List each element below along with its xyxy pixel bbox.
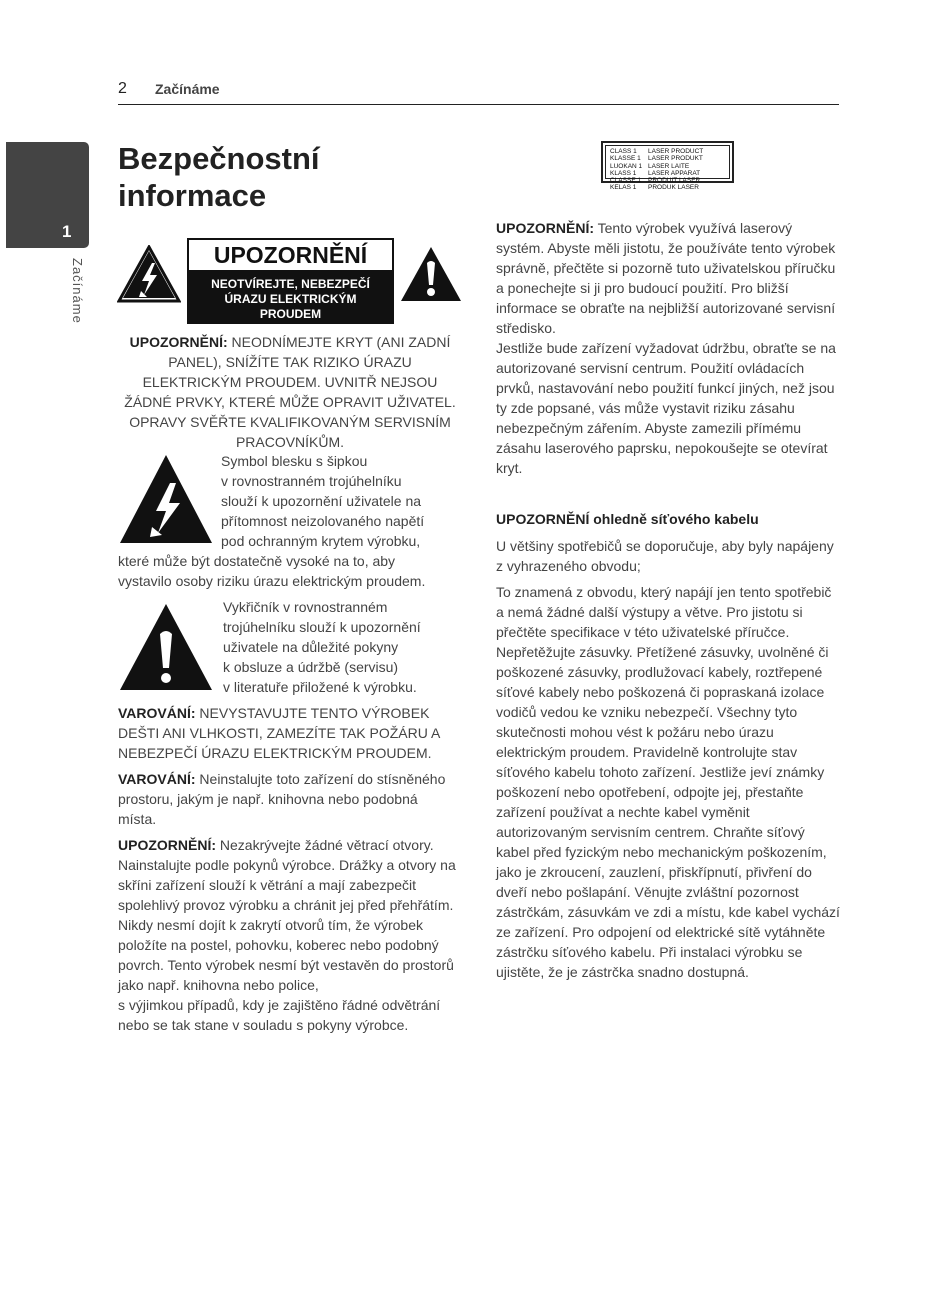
chapter-number: 1	[62, 222, 72, 241]
laser-product: LASER APPARAT	[648, 169, 701, 177]
laser-class: KELAS 1	[610, 184, 637, 192]
paragraph-text: Jestliže bude zařízení vyžadovat údržbu, obraťte se na autorizované servisní centrum. Použití ovládacích prvků, nastavování nebo použití funkcí jiných, než jsou ty zde popsané, vás může vystavit riziku zásahu nebezpečným zářením. Abyste zamezili přímému zásahu laserového paprsku, nepokoušejte se otevírat kryt.	[496, 340, 836, 476]
laser-label-row	[610, 148, 725, 155]
bold-label: VAROVÁNÍ:	[118, 771, 196, 787]
laser-label-row	[610, 170, 725, 177]
caution-label-body	[189, 272, 392, 324]
lightning-warning-icon	[117, 245, 181, 303]
laser-class: KLASS 1	[610, 169, 637, 177]
text-line: v literatuře přiložené k výrobku.	[223, 679, 417, 695]
exclamation-warning-icon	[399, 245, 463, 303]
lightning-description-continued	[118, 551, 468, 591]
cable-section-heading: UPOZORNĚNÍ ohledně síťového kabelu	[496, 511, 759, 527]
laser-product: LASER PRODUKT	[648, 155, 703, 163]
text-line: vystavilo osoby riziku úrazu elektrickým proudem.	[118, 573, 426, 589]
caution-label-line: PROUDEM	[259, 307, 322, 321]
bold-label: UPOZORNĚNÍ:	[118, 837, 216, 853]
paragraph-text: s výjimkou případů, kdy je zajištěno řádné odvětrání nebo se tak stane v souladu s pokyny výrobce.	[118, 997, 441, 1033]
warning-paragraph-1	[118, 703, 464, 763]
laser-label-row	[610, 163, 725, 170]
text-line: Vykřičník v rovnostranném	[223, 599, 388, 615]
text-line: v rovnostranném trojúhelníku	[221, 473, 402, 489]
paragraph-text: Nezakrývejte žádné větrací otvory. Nainstalujte podle pokynů výrobce. Drážky a otvory na skříni zařízení slouží k větrání a mají zabezpečit spolehlivý provoz výrobku a chránit jej před přehřátím. Nikdy nesmí dojít k zakrytí otvorů tím, že výrobek položíte na postel, pohovku, koberec nebo podobný povrch. Tento výrobek nesmí být vestavěn do prostorů jako např. knihovna nebo police,	[118, 837, 456, 993]
text-line: trojúhelníku slouží k upozornění	[223, 619, 421, 635]
cable-body-paragraph: To znamená z obvodu, který napájí jen tento spotřebič a nemá žádné další výstupy a větve. Pro jistotu si přečtěte specifikace v této uživatelské příručce. Nepřetěžujte zásuvky. Přetížené zásuvky, uvolněné či poškozené zásuvky, prodlužovací kabely, roztřepené síťové kabely nebo poškozená či popraskaná izolace vodičů vedou ke vzniku nebezpečí. Všechny tyto skutečnosti mohou vést k požáru nebo úrazu elektrickým proudem. Pravidelně kontrolujte stav síťového kabelu tohoto zařízení. Jestliže jeví známky poškození nebo opotřebení, odpojte jej, přestaňte zařízení používat a nechte kabel vyměnit autorizovaným servisním centrem. Chraňte síťový kabel před fyzickým nebo mechanickým poškozením, jako je zkroucení, zauzlení, přiskřípnutí, přivření do dveří nebo pošlapání. Věnujte zvláštní pozornost zástrčkám, zásuvkám ve zdi a místu, kde kabel vychází ze zařízení. Pro odpojení od elektrické sítě vytáhněte zástrčku síťového kabelu. Při instalaci výrobku se ujistěte, že je zástrčka snadno dostupná.	[496, 584, 840, 980]
exclamation-symbol-icon	[118, 602, 214, 692]
text-line: k obsluze a údržbě (servisu)	[223, 659, 399, 675]
laser-class-label	[601, 141, 734, 192]
text-line: pod ochranným krytem výrobku,	[221, 533, 421, 549]
lightning-symbol-icon	[118, 453, 214, 545]
page-title: Bezpečnostní informace	[118, 141, 320, 213]
cable-intro-paragraph: U většiny spotřebičů se doporučuje, aby byly napájeny z vyhrazeného obvodu;	[496, 538, 834, 574]
running-header: Začínáme	[155, 81, 220, 97]
laser-class: KLASSE 1	[610, 155, 641, 163]
bold-label: UPOZORNĚNÍ:	[496, 220, 594, 236]
paragraph-text: NEVYSTAVUJTE TENTO VÝROBEK DEŠTI ANI VLHKOSTI, ZAMEZÍTE TAK POŽÁRU A NEBEZPEČÍ ÚRAZU ELEKTRICKÝM PROUDEM.	[118, 705, 440, 761]
caution-label-heading: UPOZORNĚNÍ	[189, 240, 392, 272]
caution-paragraph	[118, 332, 462, 452]
chapter-tab	[6, 142, 89, 248]
header-rule	[118, 104, 839, 105]
caution-label	[187, 238, 394, 324]
laser-class: CLASSE 1	[610, 177, 642, 185]
paragraph-text: Neinstalujte toto zařízení do stísněného prostoru, jakým je např. knihovna nebo podobná místa.	[118, 771, 446, 827]
text-line: Symbol blesku s šipkou	[221, 453, 368, 469]
bold-label: UPOZORNĚNÍ:	[129, 334, 228, 350]
text-line: přítomnost neizolovaného napětí	[221, 513, 425, 529]
warning-paragraph-2	[118, 769, 458, 829]
lightning-description	[221, 451, 466, 551]
laser-product: PRODUIT LASER	[648, 177, 701, 185]
laser-product: LASER LAITE	[648, 162, 690, 170]
laser-label-row	[610, 184, 725, 191]
text-line: slouží k upozornění uživatele na	[221, 493, 422, 509]
text-line: které může být dostatečně vysoké na to, aby	[118, 553, 396, 569]
caution-paragraph-2	[118, 835, 464, 1035]
paragraph-text: NEODNÍMEJTE KRYT (ANI ZADNÍ PANEL), SNÍŽÍTE TAK RIZIKO ÚRAZU ELEKTRICKÝM PROUDEM. UVNITŘ NEJSOU ŽÁDNÉ PRVKY, KTERÉ MŮŽE OPRAVIT UŽIVATEL. OPRAVY SVĚŘTE KVALIFIKOVANÝM SERVISNÍM PRACOVNÍKŮM.	[124, 334, 456, 450]
page-number: 2	[118, 80, 127, 97]
laser-class: CLASS 1	[610, 148, 637, 155]
laser-caution-paragraph	[496, 218, 841, 478]
laser-class: LUOKAN 1	[610, 162, 643, 170]
laser-product: PRODUK LASER	[648, 184, 699, 192]
chapter-side-label: Začínáme	[70, 258, 85, 324]
laser-product: LASER PRODUCT	[648, 148, 704, 155]
exclamation-description	[223, 597, 468, 697]
paragraph-text: Tento výrobek využívá laserový systém. Abyste měli jistotu, že používáte tento výrobek správně, přečtěte si pozorně tuto uživatelskou příručku a ponechejte si ji pro budoucí použití. Pro bližší informace se obraťte na nejbližší autorizované servisní středisko.	[496, 220, 836, 336]
laser-label-row	[610, 177, 725, 184]
laser-label-row	[610, 155, 725, 162]
text-line: uživatele na důležité pokyny	[223, 639, 399, 655]
caution-label-line: NEOTVÍREJTE, NEBEZPEČÍ	[211, 277, 370, 291]
caution-label-line: ÚRAZU ELEKTRICKÝM	[224, 292, 357, 306]
bold-label: VAROVÁNÍ:	[118, 705, 196, 721]
